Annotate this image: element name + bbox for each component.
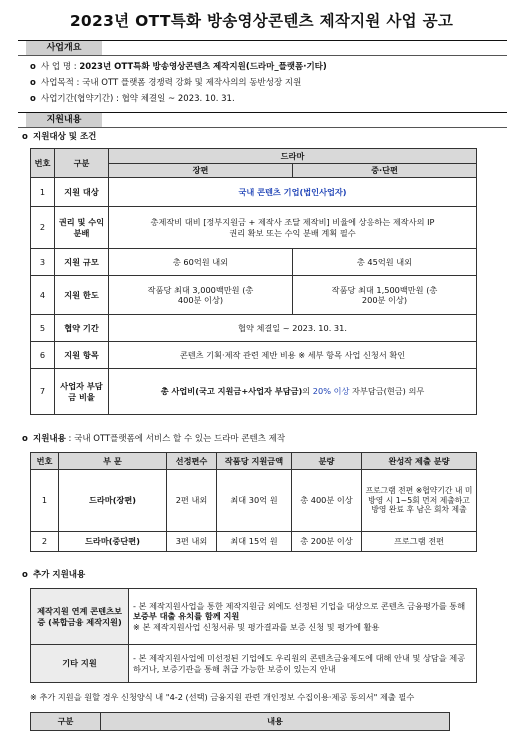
row-kind: 협약 기간 [55,315,109,342]
subhead-additional-text: 추가 지원내용 [33,570,86,580]
row-no: 2 [31,532,59,552]
subhead-support-content [22,434,285,445]
bullet-icon: o [22,434,28,444]
col-header-length: 분량 [292,453,362,470]
table-row [31,178,477,207]
row-label: 기타 지원 [31,645,129,683]
row-label: 제작지원 연계 콘텐츠보증 (복합금융 제작지원) [31,589,129,645]
col-header-long: 장편 [109,164,293,178]
overview-period-value: 협약 체결일 ~ 2023. 10. 31. [121,94,235,104]
row-no: 7 [31,369,55,415]
desc-bold-text: 보증부 대출 유치를 함께 지원 [133,611,240,622]
subhead-support-text: : 국내 OTT플랫폼에 서비스 할 수 있는 드라마 콘텐츠 제작 [65,434,286,444]
row-value-mid: 작품당 최대 1,500백만원 (총 200분 이상) [292,276,476,315]
subhead-additional [22,570,85,581]
overview-purpose-label: 사업목적 : [41,78,83,88]
row-length: 총 400분 이상 [292,470,362,532]
col-header-kind: 구분 [55,149,109,178]
row-submit: 프로그램 전편 ※협약기간 내 미방영 시 1~5회 먼저 제출하고 방영 완료 후 남은 회차 제출 [362,470,477,532]
support-section-header [18,112,507,128]
bullet-icon: o [22,570,28,580]
table-row [31,369,477,415]
row-desc: - 본 제작지원사업에 미선정된 기업에도 우리원의 콘텐츠금융제도에 대해 안내 및 상담을 제공하거나, 보증기관을 통해 취급 가능한 보증이 있는지 안내 [129,645,477,683]
desc-text: - 본 제작지원사업을 통한 제작지원금 외에도 선정된 기업을 대상으로 콘텐츠 금융평가를 통해 [133,601,466,612]
row-kind: 권리 및 수익 분배 [55,207,109,249]
col-header-amount: 작품당 지원금액 [217,453,292,470]
overview-line-name [30,62,327,73]
table-row [31,645,477,683]
col-header-category: 구분 [31,713,101,731]
subhead-target-text: 지원대상 및 조건 [33,132,97,142]
row-value-long: 작품당 최대 3,000백만원 (총 400분 이상) [109,276,293,315]
bullet-icon: o [22,132,28,142]
col-header-no: 번호 [31,149,55,178]
row-no: 2 [31,207,55,249]
row-no: 3 [31,249,55,276]
row-kind: 사업자 부담금 비율 [55,369,109,415]
burden-joiner-text: 의 [302,386,313,397]
row-value [109,369,477,415]
row-value: 국내 콘텐츠 기업(법인사업자) [109,178,477,207]
col-header-drama: 드라마 [109,149,477,164]
overview-period-label: 사업기간(협약기간) : [41,94,122,104]
support-header-label: 지원내용 [26,113,102,127]
subhead-support-label: 지원내용 [33,434,66,444]
row-kind: 지원 규모 [55,249,109,276]
table-row [31,276,477,315]
col-header-content: 내용 [101,713,450,731]
row-no: 4 [31,276,55,315]
additional-note: ※ 추가 지원을 원할 경우 신청양식 내 "4-2 (선택) 금융지원 관련 개인정보 수집이용·제공 동의서" 제출 필수 [30,692,415,702]
bullet-icon: o [30,78,36,88]
table-row [31,249,477,276]
col-header-part: 부 문 [59,453,167,470]
overview-line-period [30,94,235,105]
overview-section-header [18,40,507,56]
bullet-icon: o [30,62,36,72]
support-content-table [30,452,477,552]
col-header-submit: 완성작 제출 분량 [362,453,477,470]
burden-percent: 20% 이상 [312,386,350,397]
subhead-target-conditions [22,132,96,143]
overview-name-value: 2023년 OTT특화 방송영상콘텐츠 제작지원(드라마_플랫폼·기타) [79,62,327,72]
overview-header-label: 사업개요 [26,41,102,55]
table-row [31,589,477,645]
row-value: 콘텐츠 기획·제작 관련 제반 비용 ※ 세부 항목 사업 신청서 확인 [109,342,477,369]
row-value-mid: 총 45억원 내외 [292,249,476,276]
row-count: 2편 내외 [167,470,217,532]
overview-name-label: 사 업 명 : [41,62,80,72]
bottom-table [30,712,450,731]
row-amount: 최대 15억 원 [217,532,292,552]
row-count: 3편 내외 [167,532,217,552]
row-part: 드라마(중단편) [59,532,167,552]
overview-purpose-value: 국내 OTT 플랫폼 경쟁력 강화 및 제작사의의 동반성장 지원 [82,78,302,88]
row-no: 6 [31,342,55,369]
table-row [31,470,477,532]
additional-support-table [30,588,477,683]
burden-rest-text: 자부담금(현금) 의무 [349,386,425,397]
table-row [31,315,477,342]
overview-line-purpose [30,78,301,89]
col-header-count: 선정편수 [167,453,217,470]
page-title: 2023년 OTT특화 방송영상콘텐츠 제작지원 사업 공고 [69,12,454,30]
row-value: 협약 체결일 ~ 2023. 10. 31. [109,315,477,342]
conditions-table [30,148,477,415]
col-header-no: 번호 [31,453,59,470]
row-value-long: 총 60억원 내외 [109,249,293,276]
table-row [31,342,477,369]
row-kind: 지원 한도 [55,276,109,315]
row-desc [129,589,477,645]
desc-note-text: ※ 본 제작지원사업 신청서류 및 평가결과를 보증 신청 및 평가에 활용 [133,621,380,632]
row-submit: 프로그램 전편 [362,532,477,552]
row-no: 1 [31,470,59,532]
bullet-icon: o [30,94,36,104]
row-value: 총제작비 대비 [정부지원금 + 제작사 조달 제작비] 비율에 상응하는 제작사의 IP 권리 확보 또는 수익 분배 계획 필수 [109,207,477,249]
burden-total-text: 총 사업비(국고 지원금+사업자 부담금) [160,386,303,397]
row-no: 1 [31,178,55,207]
row-amount: 최대 30억 원 [217,470,292,532]
row-part: 드라마(장편) [59,470,167,532]
row-no: 5 [31,315,55,342]
col-header-mid: 중·단편 [292,164,476,178]
table-row [31,532,477,552]
row-length: 총 200분 이상 [292,532,362,552]
row-kind: 지원 항목 [55,342,109,369]
row-kind: 지원 대상 [55,178,109,207]
table-row [31,207,477,249]
